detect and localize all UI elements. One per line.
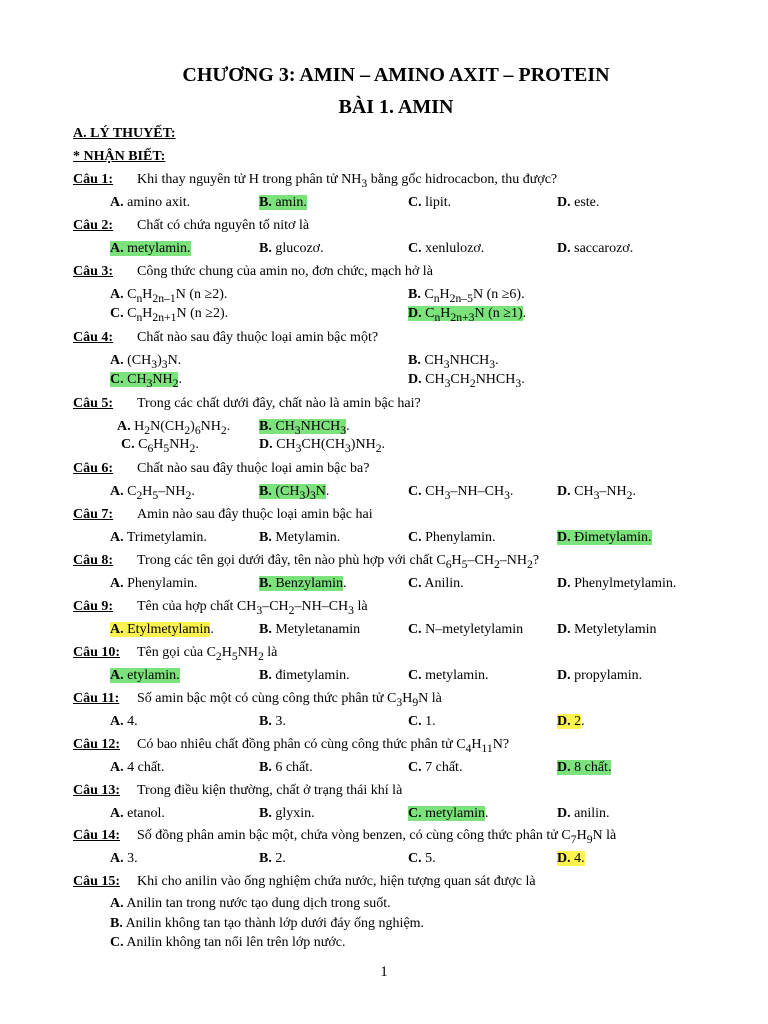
- question-7: [73, 507, 373, 523]
- question-number: Câu 6:: [73, 461, 114, 476]
- question-number: Câu 2:: [73, 218, 114, 233]
- option-b[interactable]: B. 6 chất.: [259, 760, 313, 775]
- option-b[interactable]: B. glucozơ.: [259, 241, 324, 256]
- option-c[interactable]: C. metylamin.: [408, 668, 489, 683]
- question-text: Chất nào sau đây thuộc loại amin bậc một?: [137, 330, 379, 345]
- option-b[interactable]: B. Metylamin.: [259, 530, 341, 545]
- option-a[interactable]: A. Etylmetylamin.: [110, 622, 214, 637]
- option-c[interactable]: C. $CH_3-NH-CH_3$.: [408, 484, 514, 502]
- option-a[interactable]: A. metylamin.: [110, 241, 191, 256]
- option-b[interactable]: B. 2.: [259, 851, 286, 866]
- option-c[interactable]: C. N–metyletylamin: [408, 622, 524, 637]
- option-b[interactable]: B. $CH_3NHCH_3$.: [259, 419, 350, 437]
- question-number: Câu 4:: [73, 330, 114, 345]
- option-b[interactable]: B. Anilin không tan tạo thành lớp dưới đáy ống nghiệm.: [110, 916, 425, 931]
- question-14: Câu 14: Số đồng phân amin bậc một, chứa vòng benzen, có cùng công thức phân tử $C_7H_9N$ là: [73, 828, 617, 846]
- question-8: Câu 8: Trong các tên gọi dưới đây, tên nào phù hợp với chất $C_6H_5-CH_2-NH_2$?: [73, 553, 540, 571]
- option-a[interactable]: A. Trimetylamin.: [110, 530, 207, 545]
- question-number: Câu 1:: [73, 172, 114, 187]
- option-d[interactable]: D. Phenylmetylamin.: [557, 576, 677, 591]
- question-text: Trong điều kiện thường, chất ở trạng thái khí là: [137, 783, 403, 798]
- option-d[interactable]: D. Metyletylamin: [557, 622, 657, 637]
- option-a[interactable]: A. Phenylamin.: [110, 576, 198, 591]
- question-text: Khi cho anilin vào ống nghiệm chứa nước, hiện tượng quan sát được là: [137, 874, 536, 889]
- option-d[interactable]: D. saccarozơ.: [557, 241, 634, 256]
- question-number: Câu 14:: [73, 828, 121, 843]
- question-text: Số amin bậc một có cùng công thức phân tử C: [137, 691, 397, 706]
- option-b[interactable]: B. Metyletanamin: [259, 622, 361, 637]
- option-b[interactable]: B. $C_nH_{2n-5}N$ (n ≥6).: [408, 287, 525, 305]
- option-c[interactable]: C. Anilin không tan nổi lên trên lớp nước.: [110, 935, 346, 950]
- lesson-title: BÀI 1. AMIN: [338, 96, 454, 118]
- question-text-end: bằng gốc hidrocacbon, thu được?: [367, 172, 558, 187]
- option-a[interactable]: A. 4.: [110, 714, 138, 729]
- subscript: 3: [361, 176, 368, 190]
- question-text: Công thức chung của amin no, đơn chức, mạch hở là: [137, 264, 433, 279]
- option-a[interactable]: A. $C_2H_5-NH_2$.: [110, 484, 195, 502]
- section-theory: A. LÝ THUYẾT:: [73, 126, 176, 141]
- option-a[interactable]: A. amino axit.: [110, 195, 191, 210]
- section-recognition: * NHẬN BIẾT:: [73, 149, 166, 164]
- option-d[interactable]: D. $CH_3CH(CH_3)NH_2$.: [259, 437, 386, 455]
- question-number: Câu 7:: [73, 507, 114, 522]
- option-c[interactable]: C. Anilin.: [408, 576, 464, 591]
- question-number: Câu 5:: [73, 396, 114, 411]
- option-d[interactable]: D. 8 chất.: [557, 760, 612, 775]
- option-a[interactable]: A. Anilin tan trong nước tạo dung dịch trong suốt.: [110, 896, 391, 911]
- question-15: [73, 874, 536, 890]
- question-text: Tên của hợp chất CH: [137, 599, 257, 614]
- chapter-title: CHƯƠNG 3: AMIN – AMINO AXIT – PROTEIN: [182, 64, 610, 86]
- question-text: Chất có chứa nguyên tố nitơ là: [137, 218, 310, 233]
- page-number: 1: [380, 964, 388, 980]
- question-13: [73, 783, 403, 799]
- option-b[interactable]: B. $(CH_3)_3N$.: [259, 484, 330, 502]
- question-text: Trong các tên gọi dưới đây, tên nào phù hợp với chất C: [137, 553, 446, 568]
- question-number: Câu 13:: [73, 783, 121, 798]
- question-12: Câu 12: Có bao nhiêu chất đồng phân có cùng công thức phân tử $C_4H_{11}N$?: [73, 737, 510, 755]
- question-text: Số đồng phân amin bậc một, chứa vòng benzen, có cùng công thức phân tử C: [137, 828, 571, 843]
- option-a[interactable]: A. $H_2N(CH_2)_6NH_2$.: [117, 419, 231, 437]
- option-d[interactable]: D. este.: [557, 195, 600, 210]
- option-d[interactable]: D. anilin.: [557, 806, 610, 821]
- question-10: Câu 10: Tên gọi của $C_2H_5NH_2$ là: [73, 645, 278, 663]
- question-number: Câu 9:: [73, 599, 114, 614]
- option-d[interactable]: D. $CH_3CH_2NHCH_3$.: [408, 372, 525, 390]
- option-d[interactable]: D. propylamin.: [557, 668, 643, 683]
- option-d[interactable]: D. $C_nH_{2n+3}N$ (n ≥1).: [408, 306, 527, 324]
- question-2: [73, 218, 310, 234]
- question-text: Chất nào sau đây thuộc loại amin bậc ba?: [137, 461, 370, 476]
- option-c[interactable]: C. 7 chất.: [408, 760, 463, 775]
- option-a[interactable]: A. $C_nH_{2n-1}N$ (n ≥2).: [110, 287, 228, 305]
- option-b[interactable]: B. Benzylamin.: [259, 576, 347, 591]
- option-c[interactable]: C. $C_nH_{2n+1}N$ (n ≥2).: [110, 306, 229, 324]
- option-a[interactable]: A. etylamin.: [110, 668, 180, 683]
- question-number: Câu 3:: [73, 264, 114, 279]
- question-1: [73, 172, 558, 190]
- option-b[interactable]: B. 3.: [259, 714, 286, 729]
- question-4: [73, 330, 379, 346]
- option-b[interactable]: B. $CH_3NHCH_3$.: [408, 353, 499, 371]
- option-d[interactable]: D. 2.: [557, 714, 585, 729]
- question-11: Câu 11: Số amin bậc một có cùng công thức phân tử $C_3H_9N$ là: [73, 691, 442, 709]
- question-number: Câu 8:: [73, 553, 114, 568]
- option-b[interactable]: B. glyxin.: [259, 806, 315, 821]
- option-a[interactable]: A. etanol.: [110, 806, 165, 821]
- option-a[interactable]: A. $(CH_3)_3N$.: [110, 353, 182, 371]
- question-6: [73, 461, 370, 477]
- option-c[interactable]: C. xenlulozơ.: [408, 241, 485, 256]
- question-text: Amin nào sau đây thuộc loại amin bậc hai: [137, 507, 373, 522]
- option-d[interactable]: D. Đimetylamin.: [557, 530, 652, 545]
- question-text: Khi thay nguyên tử H trong phân tử NH: [137, 172, 362, 187]
- option-c[interactable]: C. $CH_3NH_2$.: [110, 372, 182, 390]
- question-number: Câu 12:: [73, 737, 121, 752]
- option-c[interactable]: C. lipit.: [408, 195, 452, 210]
- question-number: Câu 15:: [73, 874, 121, 889]
- option-a[interactable]: A. 3.: [110, 851, 138, 866]
- option-b[interactable]: B. đimetylamin.: [259, 668, 350, 683]
- option-c[interactable]: C. $C_6H_5NH_2$.: [121, 437, 199, 455]
- option-d[interactable]: D. $CH_3-NH_2$.: [557, 484, 636, 502]
- option-c[interactable]: C. Phenylamin.: [408, 530, 496, 545]
- question-number: Câu 10:: [73, 645, 121, 660]
- option-c[interactable]: C. metylamin.: [408, 806, 489, 821]
- question-text: Trong các chất dưới đây, chất nào là amin bậc hai?: [137, 396, 421, 411]
- option-c[interactable]: C. 1.: [408, 714, 436, 729]
- question-3: [73, 264, 433, 280]
- option-c[interactable]: C. 5.: [408, 851, 436, 866]
- option-d[interactable]: D. 4.: [557, 851, 585, 866]
- option-a[interactable]: A. 4 chất.: [110, 760, 165, 775]
- option-b[interactable]: B. amin.: [259, 195, 307, 210]
- question-text: Có bao nhiêu chất đồng phân có cùng công thức phân tử C: [137, 737, 466, 752]
- question-5: [73, 396, 421, 412]
- question-number: Câu 11:: [73, 691, 120, 706]
- question-9: Câu 9: Tên của hợp chất $CH_3-CH_2-NH-CH_3$ là: [73, 599, 368, 617]
- question-text: Tên gọi của C: [137, 645, 216, 660]
